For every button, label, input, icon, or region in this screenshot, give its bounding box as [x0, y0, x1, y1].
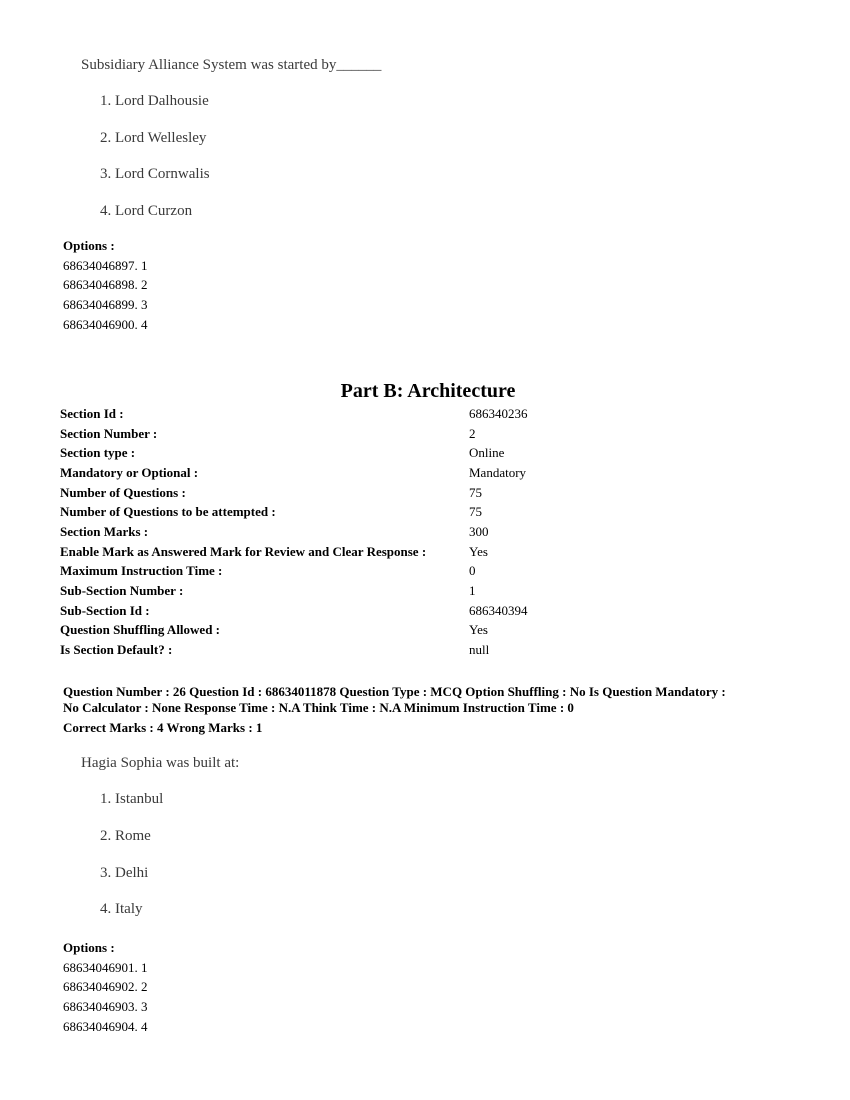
question-2-option-4: 68634046904. 4 — [63, 1019, 148, 1034]
section-label-12: Is Section Default? : — [60, 642, 173, 657]
question-2-option-2: 68634046902. 2 — [63, 979, 148, 994]
section-label-2: Section type : — [60, 445, 136, 460]
question-2-options-label: Options : — [63, 940, 115, 955]
section-value-12: null — [469, 642, 490, 657]
question-1-options-label: Options : — [63, 238, 115, 253]
question-2-info-line-2: No Calculator : None Response Time : N.A Think Time : N.A Minimum Instruction Time : 0 — [63, 700, 574, 715]
question-2-info-line-1: Question Number : 26 Question Id : 68634011878 Question Type : MCQ Option Shuffling : No Is Question Mandatory : — [63, 684, 726, 699]
section-value-8: 0 — [469, 563, 476, 578]
question-2-choice-4: 4. Italy — [100, 901, 143, 917]
question-2-choice-1: 1. Istanbul — [100, 791, 164, 807]
section-value-6: 300 — [469, 524, 489, 539]
section-label-6: Section Marks : — [60, 524, 149, 539]
section-value-2: Online — [469, 445, 505, 460]
section-value-0: 686340236 — [469, 406, 528, 421]
question-1-option-4: 68634046900. 4 — [63, 317, 148, 332]
question-2-marks: Correct Marks : 4 Wrong Marks : 1 — [63, 720, 263, 735]
question-2-choice-2: 2. Rome — [100, 828, 151, 844]
question-2-text: Hagia Sophia was built at: — [81, 755, 240, 771]
section-value-5: 75 — [469, 504, 482, 519]
section-label-4: Number of Questions : — [60, 485, 186, 500]
section-label-7: Enable Mark as Answered Mark for Review and Clear Response : — [60, 544, 427, 559]
question-1-option-2: 68634046898. 2 — [63, 277, 148, 292]
section-label-9: Sub-Section Number : — [60, 583, 184, 598]
question-1-option-3: 68634046899. 3 — [63, 297, 148, 312]
question-2-option-3: 68634046903. 3 — [63, 999, 148, 1014]
question-1-text: Subsidiary Alliance System was started by______ — [81, 57, 382, 73]
section-label-0: Section Id : — [60, 406, 124, 421]
question-2-choice-3: 3. Delhi — [100, 865, 149, 881]
section-label-8: Maximum Instruction Time : — [60, 563, 223, 578]
section-value-11: Yes — [469, 622, 488, 637]
section-label-5: Number of Questions to be attempted : — [60, 504, 276, 519]
section-label-11: Question Shuffling Allowed : — [60, 622, 221, 637]
section-value-4: 75 — [469, 485, 482, 500]
question-2-option-1: 68634046901. 1 — [63, 960, 148, 975]
section-value-1: 2 — [469, 426, 476, 441]
section-label-1: Section Number : — [60, 426, 158, 441]
part-title: Part B: Architecture — [340, 380, 516, 402]
question-1-option-1: 68634046897. 1 — [63, 258, 148, 273]
question-1-choice-1: 1. Lord Dalhousie — [100, 93, 209, 109]
section-label-10: Sub-Section Id : — [60, 603, 150, 618]
section-value-7: Yes — [469, 544, 488, 559]
section-value-10: 686340394 — [469, 603, 528, 618]
section-value-9: 1 — [469, 583, 476, 598]
question-1-choice-2: 2. Lord Wellesley — [100, 130, 207, 146]
question-1-choice-3: 3. Lord Cornwalis — [100, 166, 210, 182]
section-label-3: Mandatory or Optional : — [60, 465, 199, 480]
question-1-choice-4: 4. Lord Curzon — [100, 203, 193, 219]
section-value-3: Mandatory — [469, 465, 527, 480]
